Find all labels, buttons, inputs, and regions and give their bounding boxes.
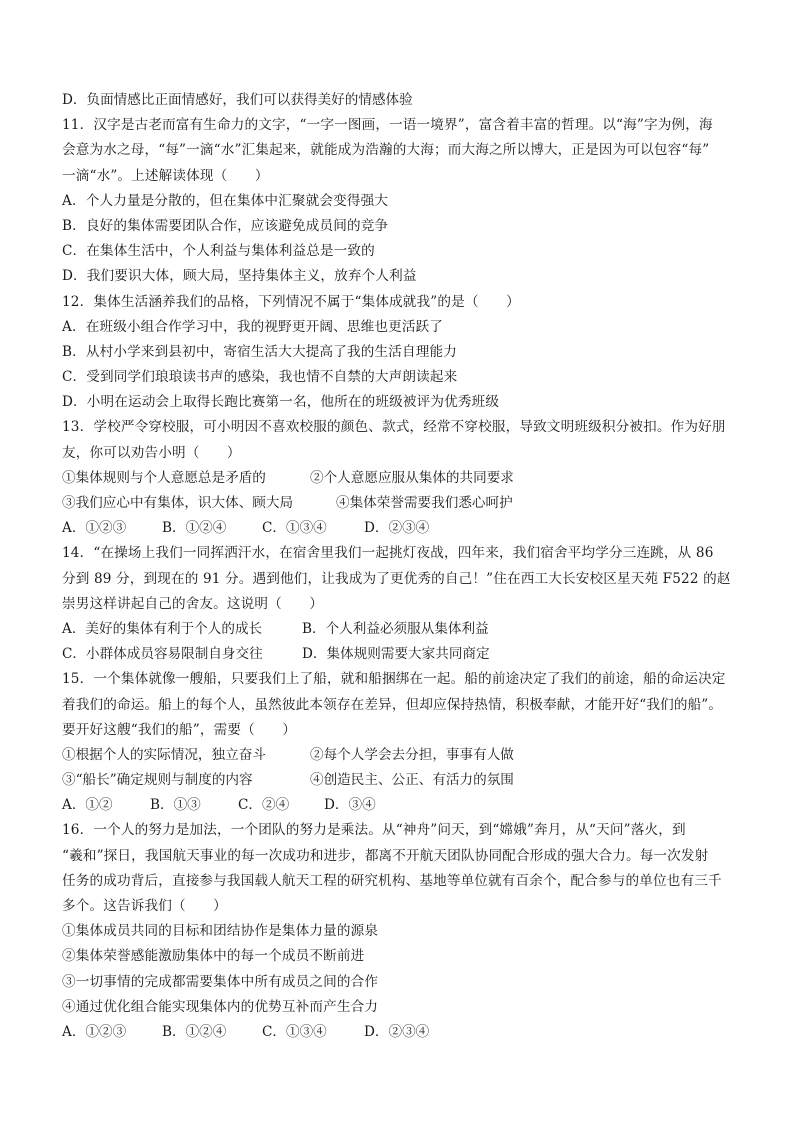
q11-stem-line-2: 会意为水之母，“每”一滴“水”汇集起来，就能成为浩瀚的大海；而大海之所以博大，正是因为可以包容“每” [62,142,710,159]
q15-choice-d: D．③④ [324,797,376,814]
q14-stem-line-1: 14．“在操场上我们一同挥洒汗水，在宿舍里我们一起挑灯夜战，四年来，我们宿舍平均学分三连跳，从 86 [62,545,714,562]
q16-stem-line-4: 多个。这告诉我们（ ） [62,898,227,914]
q11-option-d: D．我们要识大体，顾大局，坚持集体主义，放弃个人利益 [62,268,417,285]
q14-stem-line-2: 分到 89 分，到现在的 91 分。遇到他们，让我成为了更优秀的自己！”住在西工大长安校区星天苑 F522 的赵 [62,570,731,587]
q14-option-c: C．小群体成员容易限制自身交往 [62,646,263,663]
question-11 [62,113,746,289]
q13-statement-2: ②个人意愿应服从集体的共同要求 [310,469,514,486]
q15-statement-row-1 [62,743,746,768]
q12-option-b: B．从村小学来到县初中，寄宿生活大大提高了我的生活自理能力 [62,343,457,360]
q14-option-row-1 [62,617,746,642]
q16-stem-line-2: “羲和”探日，我国航天事业的每一次成功和进步，都离不开航天团队协同配合形成的强大合力。每一次发射 [62,847,709,864]
q16-choice-a: A．①②③ [62,1023,127,1040]
q12-option-c: C．受到同学们琅琅读书声的感染，我也情不自禁的大声朗读起来 [62,369,458,386]
question-12 [62,290,746,416]
q11-option-b: B．良好的集体需要团队合作，应该避免成员间的竞争 [62,217,389,234]
q13-stem-line-2: 友，你可以劝告小明（ ） [62,444,241,461]
q13-choice-d: D．②③④ [364,520,430,537]
q15-statement-4: ④创造民主、公正、有活力的氛围 [310,772,514,789]
q15-stem-line-2: 着我们的命运。船上的每个人，虽然彼此本领存在差异，但却应保持热情，积极奉献，才能开好“我们的船”。 [62,696,723,713]
q15-statement-3: ③“船长”确定规则与制度的内容 [62,772,253,789]
q16-choice-d: D．②③④ [364,1023,430,1040]
q13-stem-line-1: 13．学校严令穿校服，可小明因不喜欢校服的颜色、款式，经常不穿校服，导致文明班级积分被扣。作为好朋 [62,419,726,436]
q13-statement-row-1 [62,466,746,491]
q13-statement-3: ③我们应心中有集体，识大体、顾大局 [62,495,294,511]
q11-option-a: A．个人力量是分散的，但在集体中汇聚就会变得强大 [62,192,389,209]
q10-option-d: D．负面情感比正面情感好，我们可以获得美好的情感体验 [62,92,413,108]
q16-choice-c: C．①③④ [262,1023,327,1040]
q14-option-a: A．美好的集体有利于个人的成长 [62,620,263,637]
q14-option-row-2 [62,642,746,667]
q15-choice-a: A．①② [62,797,113,814]
q12-option-d: D．小明在运动会上取得长跑比赛第一名，他所在的班级被评为优秀班级 [62,394,500,411]
question-16 [62,818,746,1045]
q12-stem-line-1: 12．集体生活涵养我们的品格，下列情况不属于“集体成就我”的是（ ） [62,293,520,310]
q15-statement-2: ②每个人学会去分担，事事有人做 [310,746,514,763]
question-14 [62,541,746,667]
q16-choice-b: B．①②④ [162,1023,227,1040]
q13-statement-1: ①集体规则与个人意愿总是矛盾的 [62,469,266,486]
question-15 [62,667,746,818]
q16-statement-4: ④通过优化组合能实现集体内的优势互补而产生合力 [62,998,379,1015]
q15-choice-c: C．②④ [238,797,290,814]
q12-option-a: A．在班级小组合作学习中，我的视野更开阔、思维也更活跃了 [62,318,444,335]
q15-statement-1: ①根据个人的实际情况，独立奋斗 [62,746,266,763]
q14-option-d: D．集体规则需要大家共同商定 [302,646,490,663]
q16-statement-3: ③一切事情的完成都需要集体中所有成员之间的合作 [62,973,379,990]
q11-stem-line-3: 一滴“水”。上述解读体现（ ） [62,167,269,184]
q15-stem-line-3: 要开好这艘“我们的船”，需要（ ） [62,721,297,738]
q13-statement-row-2 [62,491,746,516]
q13-choice-a: A．①②③ [62,520,127,537]
q16-stem-line-1: 16．一个人的努力是加法，一个团队的努力是乘法。从“神舟”问天，到“嫦娥”奔月，从“天问”落火，到 [62,822,686,839]
q14-option-b: B．个人利益必须服从集体利益 [302,620,489,637]
q16-statement-2: ②集体荣誉感能激励集体中的每一个成员不断前进 [62,948,365,965]
q16-stem-line-3: 任务的成功背后，直接参与我国载人航天工程的研究机构、基地等单位就有百余个，配合参与的单位也有三千 [62,872,722,889]
q15-stem-line-1: 15．一个集体就像一艘船，只要我们上了船，就和船捆绑在一起。船的前途决定了我们的前途，船的命运决定 [62,671,726,688]
q13-statement-4: ④集体荣誉需要我们悉心呵护 [336,495,513,511]
q11-stem-line-1: 11．汉字是古老而富有生命力的文字，“一字一图画，一语一境界”，富含着丰富的哲理。以“海”字为例，海 [62,117,713,134]
question-13 [62,415,746,541]
q16-statement-1: ①集体成员共同的目标和团结协作是集体力量的源泉 [62,923,379,940]
q15-choice-b: B．①③ [150,797,201,814]
q11-option-c: C．在集体生活中，个人利益与集体利益总是一致的 [62,243,375,260]
q15-choices [62,793,746,818]
q13-choice-b: B．①②④ [162,520,227,537]
q13-choice-c: C．①③④ [262,520,327,537]
q16-choices [62,1020,746,1045]
q13-choices [62,516,746,541]
q15-statement-row-2 [62,768,746,793]
q14-stem-line-3: 崇男这样讲起自己的舍友。这说明（ ） [62,595,324,612]
